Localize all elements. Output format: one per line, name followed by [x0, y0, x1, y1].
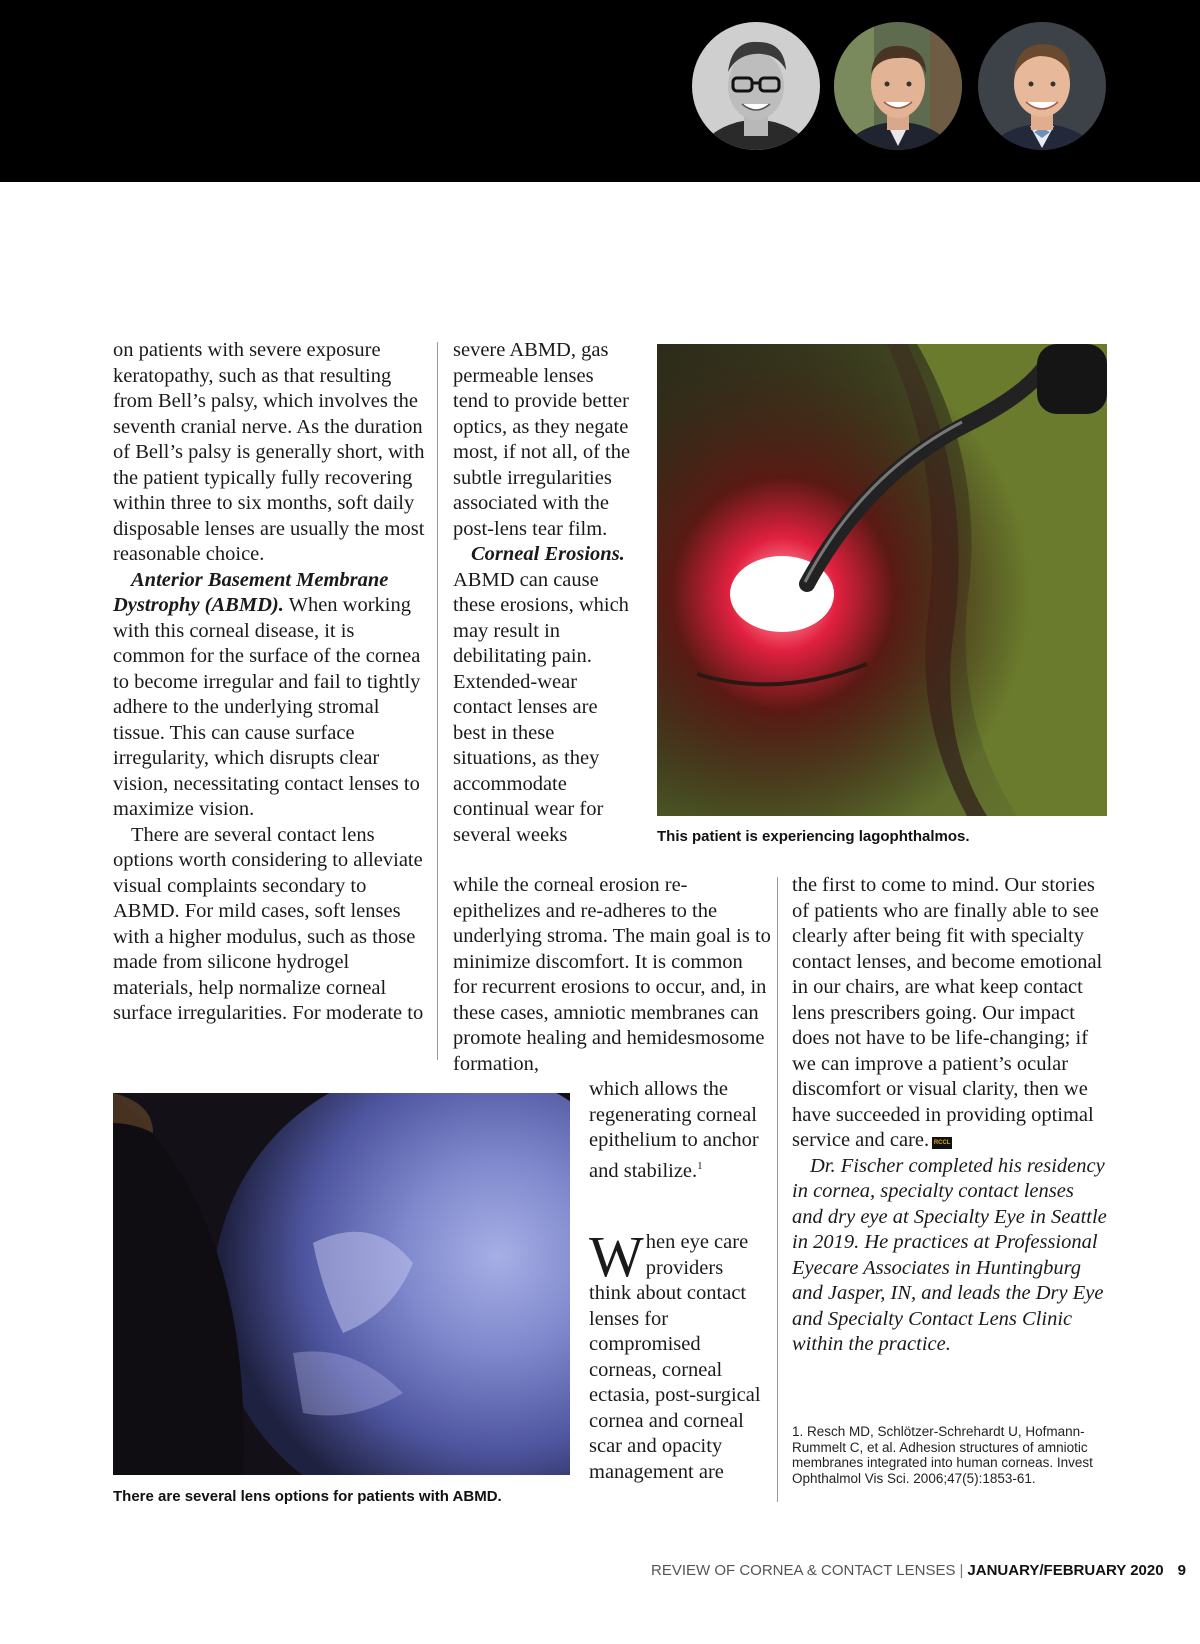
section-heading-erosions: Corneal Erosions.	[471, 543, 625, 565]
column-mid	[589, 1077, 767, 1184]
author-photo-1	[692, 22, 820, 150]
lagophthalmos-caption: This patient is experiencing lagophthalmos.	[657, 828, 970, 845]
column-mid-dropcap	[589, 1224, 767, 1485]
column-2-wide	[453, 873, 771, 1077]
column-divider	[777, 877, 778, 1502]
column-2-narrow	[453, 338, 631, 848]
drop-cap: W	[589, 1224, 644, 1289]
header-bar	[0, 0, 1200, 182]
paragraph-text: hen eye care providers think about contact lenses for compromised corneas, corneal ectasia, post-surgical cornea and corneal scar and opacity management are	[589, 1231, 761, 1483]
page-number: 9	[1177, 1562, 1186, 1579]
section-heading-abmd: Anterior Basement Membrane Dystrophy (ABMD).	[113, 568, 389, 616]
page-footer	[651, 1562, 1186, 1579]
author-photo-3	[978, 22, 1106, 150]
reference-note: 1. Resch MD, Schlötzer-Schrehardt U, Hofmann-Rummelt C, et al. Adhesion structures of amniotic membranes integrated into human corneas. Invest Ophthalmol Vis Sci. 2006;47(5):1853-61.	[792, 1424, 1093, 1486]
paragraph: on patients with severe exposure keratopathy, such as that resulting from Bell’s palsy, which involves the seventh cranial nerve. As the duration of Bell’s palsy is generally short, with the patient typically fully recovering within three to six months, soft daily disposable lenses are usually the most reasonable choice.	[113, 339, 425, 565]
paragraph	[589, 1077, 767, 1184]
issue-date: JANUARY/FEBRUARY 2020	[967, 1562, 1164, 1579]
author-photo-2	[834, 22, 962, 150]
author-bio: Dr. Fischer completed his residency in cornea, specialty contact lenses and dry eye at Specialty Eye in Seattle in 2019. He practices at Professional Eyecare Associates in Huntingburg and Jasper, IN, and leads the Dry Eye and Specialty Contact Lens Clinic within the practice.	[792, 1154, 1107, 1355]
footer-separator: |	[959, 1562, 964, 1579]
lagophthalmos-photo	[657, 344, 1107, 816]
paragraph-text: When working with this corneal disease, it is common for the surface of the cornea to become irregular and fail to tightly adhere to the underlying stromal tissue. This can cause surface irregularity, which disrupts clear vision, necessitating contact lenses to maximize vision.	[113, 594, 421, 820]
paragraph: while the corneal erosion re-epithelizes and re-adheres to the underlying stroma. The main goal is to minimize discomfort. It is common for recurrent erosions to occur, and, in these cases, amniotic membranes can promote healing and hemidesmosome formation,	[453, 874, 771, 1075]
paragraph	[589, 1224, 767, 1485]
rccl-end-logo: RCCL	[932, 1137, 952, 1149]
paragraph-text: which allows the regenerating corneal epithelium to anchor and stabilize.	[589, 1078, 759, 1182]
abmd-photo	[113, 1093, 570, 1475]
column-1	[113, 338, 428, 1027]
paragraph-text: ABMD can cause these erosions, which may result in debilitating pain. Extended-wear contact lenses are best in these situations, as they accommodate continual wear for several weeks	[453, 568, 629, 846]
publication-name: REVIEW OF CORNEA & CONTACT LENSES	[651, 1562, 956, 1579]
footnote-marker: 1	[697, 1159, 703, 1172]
column-divider	[437, 342, 438, 1060]
paragraph	[113, 568, 428, 823]
paragraph	[453, 542, 631, 848]
paragraph: severe ABMD, gas permeable lenses tend to provide better optics, as they negate most, if not all, of the subtle irregularities associated with the post-lens tear film.	[453, 339, 631, 540]
column-3	[792, 873, 1107, 1358]
abmd-caption: There are several lens options for patients with ABMD.	[113, 1488, 502, 1505]
paragraph: There are several contact lens options worth considering to alleviate visual complaints secondary to ABMD. For mild cases, soft lenses with a higher modulus, such as those made from silicone hydrogel materials, help normalize corneal surface irregularities. For moderate to	[113, 823, 424, 1024]
paragraph	[792, 873, 1107, 1154]
paragraph-text: the first to come to mind. Our stories of patients who are finally able to see clearly after being fit with specialty contact lenses, and become emotional in our chairs, are what keep contact lens prescribers going. Our impact does not have to be life-changing; if we can improve a patient’s ocular discomfort or visual clarity, then we have succeeded in providing optimal service and care.	[792, 874, 1103, 1151]
